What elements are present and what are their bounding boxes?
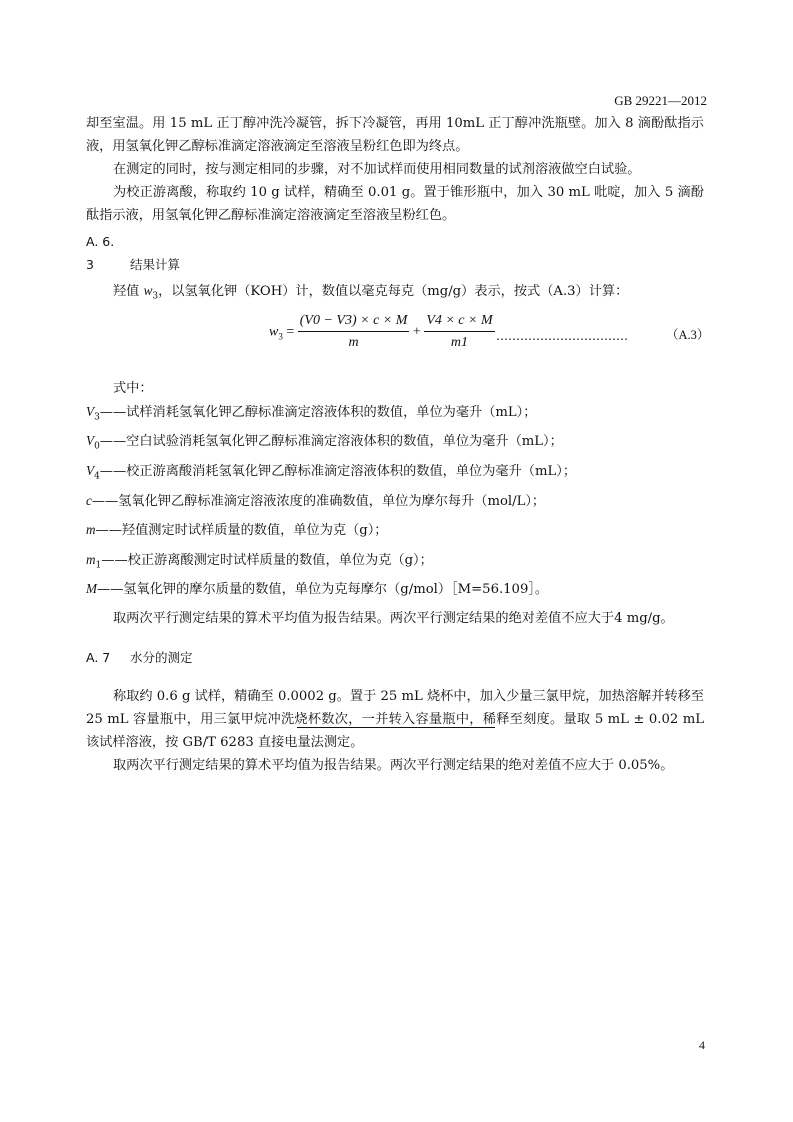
definition-symbol-sub: 4 <box>94 471 100 482</box>
paragraph-water-conclusion: 取两次平行测定结果的算术平均值为报告结果。两次平行测定结果的绝对差值不应大于 0.05%。 <box>113 758 674 774</box>
intro-variable-sub: 3 <box>152 291 159 302</box>
fraction-2 <box>424 311 494 354</box>
section-title: 水分的测定 <box>129 650 193 666</box>
definition-item <box>86 548 704 578</box>
formula-lhs: w <box>269 324 279 340</box>
fraction-2-denominator: m1 <box>450 334 469 350</box>
definition-item <box>86 459 704 489</box>
paragraph-blank-test: 在测定的同时，按与测定相同的步骤，对不加试样而使用相同数量的试剂溶液做空白试验。 <box>113 162 641 177</box>
where-label: 式中： <box>113 380 153 396</box>
definition-item <box>86 518 704 548</box>
paragraph-cooling: 却至室温。用 15 mL 正丁醇冲洗冷凝管，拆下冷凝管，再用 10mL 正丁醇冲洗瓶壁。加入 8 滴酚酞指示液，用氢氧化钾乙醇标准滴定溶液滴定至溶液呈粉红色即为终点。 <box>86 116 704 154</box>
definition-symbol-sub: 1 <box>95 560 102 571</box>
definition-item <box>86 489 704 519</box>
definition-text: ——氢氧化钾乙醇标准滴定溶液浓度的准确数值，单位为摩尔每升（mol/L）； <box>91 493 546 509</box>
definition-text: ——试样消耗氢氧化钾乙醇标准滴定溶液体积的数值，单位为毫升（mL）； <box>99 404 537 420</box>
definition-symbol-sub: 0 <box>94 441 100 452</box>
definition-symbol-sub: 3 <box>94 412 100 423</box>
fraction-1 <box>298 311 410 354</box>
section-number: A. 7 <box>86 650 111 666</box>
definition-symbol: m <box>86 551 96 567</box>
intro-text-post: ，以氢氧化钾（KOH）计，数值以毫克每克（mg/g）表示，按式（A.3）计算： <box>158 284 629 299</box>
fraction-2-numerator: V4 × c × M <box>424 311 494 332</box>
section-heading-a63 <box>86 230 704 276</box>
definition-item <box>86 429 704 459</box>
paragraph-hydroxyl-conclusion: 取两次平行测定结果的算术平均值为报告结果。两次平行测定结果的绝对差值不应大于4 mg/g。 <box>113 611 674 627</box>
definition-symbol: V <box>86 403 95 419</box>
section-title: 结果计算 <box>129 257 180 272</box>
definition-list <box>86 400 704 607</box>
section-heading-a7 <box>86 646 704 669</box>
paragraph-water-procedure: 称取约 0.6 g 试样，精确至 0.0002 g。置于 25 mL 烧杯中，加入少量三氯甲烷，加热溶解并转移至 25 mL 容量瓶中，用三氯甲烷冲洗烧杯数次，一并转入容量瓶中，稀释至刻度。量取 5 mL ± 0.02 mL 该试样溶液，按 GB/T 6283 直接电量法测定。 <box>86 689 704 751</box>
formula-a3 <box>86 311 710 363</box>
standard-number: GB 29221—2012 <box>614 93 707 108</box>
definition-text: ——校正游离酸消耗氢氧化钾乙醇标准滴定溶液体积的数值，单位为毫升（mL）； <box>99 463 577 479</box>
definition-symbol: V <box>86 433 95 449</box>
paragraph-free-acid: 为校正游离酸，称取约 10 g 试样，精确至 0.01 g。置于锥形瓶中，加入 30 mL 吡啶，加入 5 滴酚酞指示液，用氢氧化钾乙醇标准滴定溶液滴定至溶液呈粉红色。 <box>86 185 704 223</box>
page-number: 4 <box>699 1038 705 1052</box>
end-rule <box>297 727 495 728</box>
definition-symbol: c <box>86 492 92 508</box>
definition-text: ——空白试验消耗氢氧化钾乙醇标准滴定溶液体积的数值，单位为毫升（mL）； <box>99 434 563 450</box>
page-content <box>86 112 710 777</box>
section-number: A. 6. 3 <box>86 234 115 272</box>
fraction-1-numerator: (V0 − V3) × c × M <box>298 311 410 332</box>
fraction-1-denominator: m <box>348 334 359 350</box>
definition-symbol: m <box>86 522 96 538</box>
formula-expression: $w_3$ = $\frac{(V0 - V3) \times c \times M}{m}$ + $\frac{V4 \times c \times M}{m1}$ <box>269 311 495 354</box>
definition-symbol: V <box>86 462 95 478</box>
formula-number: （A.3） <box>666 327 710 342</box>
intro-text-pre: 羟值 <box>113 284 140 299</box>
definition-item <box>86 400 704 430</box>
definition-symbol: M <box>86 581 97 597</box>
paragraph-hydroxyl-intro <box>86 279 704 309</box>
definition-text: ——校正游离酸测定时试样质量的数值，单位为克（g）； <box>101 552 433 568</box>
definition-item <box>86 577 704 607</box>
formula-leader-dots: …………………………… <box>496 328 628 343</box>
definition-text: ——羟值测定时试样质量的数值，单位为克（g）； <box>95 523 388 539</box>
formula-lhs-sub: 3 <box>278 331 283 342</box>
intro-variable: w <box>143 283 153 298</box>
definition-text: ——氢氧化钾的摩尔质量的数值，单位为克每摩尔（g/mol）［M=56.109］。 <box>97 582 549 598</box>
